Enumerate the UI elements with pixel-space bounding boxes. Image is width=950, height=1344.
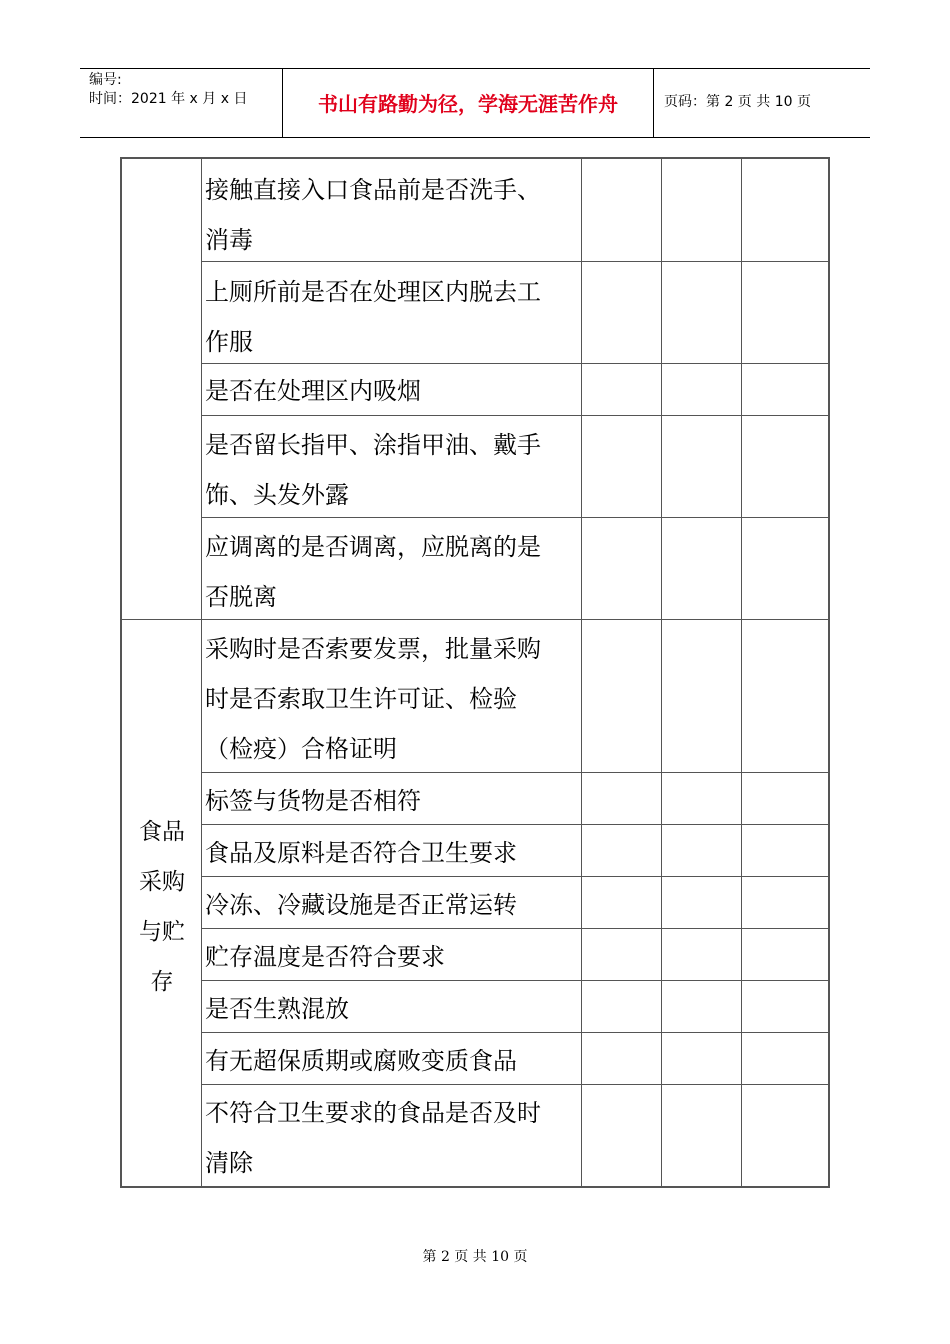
check-item-line: 不符合卫生要求的食品是否及时 [205, 1099, 541, 1127]
check-item [205, 624, 580, 774]
check-item [205, 420, 580, 520]
header-motto: 书山有路勤为径，学海无涯苦作舟 [318, 92, 618, 116]
check-item [205, 828, 580, 878]
check-item-line: 食品及原料是否符合卫生要求 [205, 839, 517, 867]
check-item-line: （检疫）合格证明 [205, 735, 397, 763]
check-item-line: 作服 [205, 328, 253, 356]
page-footer: 第 2 页 共 10 页 [422, 1249, 528, 1265]
category-label-line: 与贮 [139, 919, 185, 945]
check-item-line: 消毒 [205, 226, 253, 254]
check-item-line: 是否生熟混放 [205, 995, 349, 1023]
check-item-line: 时是否索取卫生许可证、检验 [205, 685, 517, 713]
check-item-line: 冷冻、冷藏设施是否正常运转 [205, 891, 517, 919]
check-item-line: 有无超保质期或腐败变质食品 [205, 1047, 517, 1075]
check-item [205, 880, 580, 930]
header-page-cell [654, 69, 870, 137]
check-item-line: 是否留长指甲、涂指甲油、戴手 [205, 431, 541, 459]
check-item-line: 否脱离 [205, 583, 277, 611]
check-item [205, 1088, 580, 1188]
check-item-line: 饰、头发外露 [205, 481, 349, 509]
check-item-line: 应调离的是否调离，应脱离的是 [205, 533, 541, 561]
header-meta-cell [80, 69, 283, 137]
check-item-line: 接触直接入口食品前是否洗手、 [205, 176, 541, 204]
check-item [205, 366, 580, 416]
header-page-code: 页码：第 2 页 共 10 页 [664, 94, 811, 110]
inspection-table [120, 157, 830, 1188]
check-item-line: 采购时是否索要发票，批量采购 [205, 635, 541, 663]
document-number-label: 编号: [89, 72, 122, 88]
category-label-line: 采购 [139, 869, 185, 895]
check-item-line: 上厕所前是否在处理区内脱去工 [205, 278, 541, 306]
check-item [205, 932, 580, 982]
check-item [205, 776, 580, 826]
check-item-line: 清除 [205, 1149, 253, 1177]
check-item [205, 984, 580, 1034]
check-item [205, 267, 580, 367]
category-label-line: 食品 [139, 819, 185, 845]
check-item [205, 165, 580, 265]
check-item [205, 522, 580, 622]
check-item-line: 贮存温度是否符合要求 [205, 943, 445, 971]
check-item-line: 标签与货物是否相符 [205, 787, 421, 815]
page-header [80, 68, 870, 138]
check-item-line: 是否在处理区内吸烟 [205, 377, 421, 405]
document-time-label: 时间：2021 年 x 月 x 日 [89, 91, 248, 107]
category-label-line: 存 [150, 969, 174, 995]
header-motto-cell [283, 69, 654, 137]
category-label [122, 807, 202, 1007]
check-item [205, 1036, 580, 1086]
